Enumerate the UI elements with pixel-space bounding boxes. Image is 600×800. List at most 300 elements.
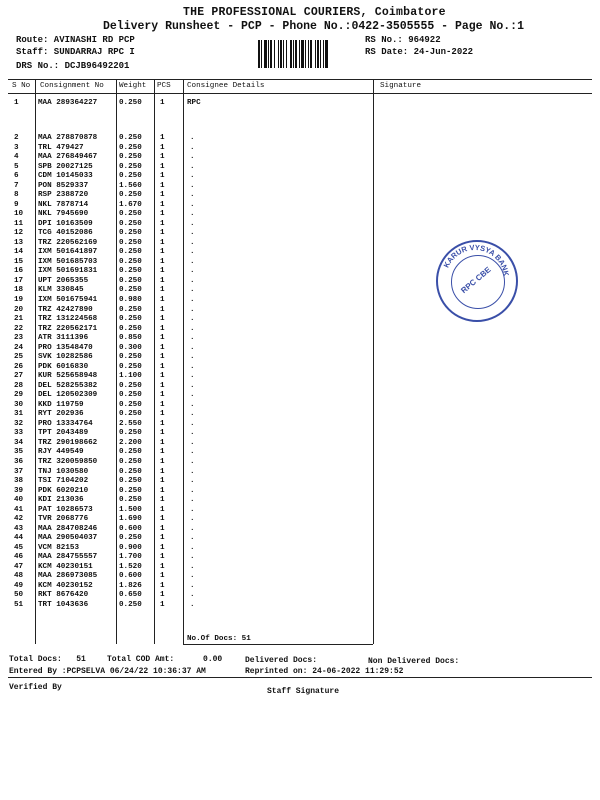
row-sno: 44	[14, 534, 24, 543]
table-row	[0, 201, 600, 209]
row-pcs: 1	[160, 553, 165, 562]
row-consignment: PDK 6020210	[38, 486, 89, 495]
row-consignment: KKD 119759	[38, 400, 84, 409]
row-dot: .	[190, 477, 195, 486]
drs-number: DRS No.: DCJB96492201	[16, 61, 130, 71]
row-weight: 0.250	[119, 496, 142, 505]
row-dot: .	[190, 362, 195, 371]
row-weight: 0.250	[119, 362, 142, 371]
table-row	[0, 601, 600, 609]
row-weight: 0.250	[119, 238, 142, 247]
row-pcs: 1	[160, 248, 165, 257]
row-weight: 0.900	[119, 543, 142, 552]
table-row	[0, 99, 600, 107]
row-pcs: 1	[160, 467, 165, 476]
row-weight: 0.250	[119, 267, 142, 276]
row-pcs: 1	[160, 410, 165, 419]
row-weight: 0.250	[119, 257, 142, 266]
table-row	[0, 534, 600, 542]
row-consignment: DEL 120502309	[38, 391, 98, 400]
row-pcs: 1	[160, 515, 165, 524]
row-weight: 2.550	[119, 419, 142, 428]
rs-date: RS Date: 24-Jun-2022	[365, 47, 474, 57]
row-pcs: 1	[160, 191, 165, 200]
row-consignment: SVK 10282586	[38, 353, 93, 362]
col-signature: Signature	[380, 82, 422, 90]
row-pcs: 1	[160, 562, 165, 571]
row-consignment: ATR 3111396	[38, 334, 89, 343]
table-row	[0, 506, 600, 514]
row-sno: 28	[14, 381, 24, 390]
row-weight: 0.250	[119, 534, 142, 543]
row-pcs: 1	[160, 448, 165, 457]
table-top-rule	[8, 79, 592, 80]
table-row	[0, 325, 600, 333]
row-weight: 1.670	[119, 200, 142, 209]
row-dot: .	[190, 448, 195, 457]
row-weight: 1.520	[119, 562, 142, 571]
row-dot: .	[190, 496, 195, 505]
row-dot: .	[190, 238, 195, 247]
table-row	[0, 410, 600, 418]
row-consignment: NKL 7945690	[38, 210, 89, 219]
staff-signature: Staff Signature	[267, 687, 340, 696]
row-dot: .	[190, 305, 195, 314]
row-dot: .	[190, 324, 195, 333]
bank-stamp	[436, 240, 518, 322]
row-dot: .	[190, 429, 195, 438]
row-consignment: RJY 449549	[38, 448, 84, 457]
row-sno: 33	[14, 429, 24, 438]
row-weight: 0.250	[119, 448, 142, 457]
row-weight: 0.250	[119, 172, 142, 181]
row-sno: 16	[14, 267, 24, 276]
row-sno: 12	[14, 229, 24, 238]
row-consignment: KCM 40230152	[38, 581, 93, 590]
row-pcs: 1	[160, 267, 165, 276]
row-sno: 20	[14, 305, 24, 314]
row-sno: 2	[14, 134, 19, 142]
row-dot: .	[190, 334, 195, 343]
row-weight: 0.600	[119, 572, 142, 581]
row-weight: 1.700	[119, 553, 142, 562]
row-dot: .	[190, 296, 195, 304]
stamp-bank-name: KARUR VYSYA BANK	[441, 242, 511, 277]
row-sno: 42	[14, 515, 24, 524]
route-label: Route: AVINASHI RD PCP	[16, 35, 135, 45]
row-dot: .	[190, 286, 195, 295]
row-dot: .	[190, 438, 195, 447]
table-row	[0, 544, 600, 552]
row-sno: 45	[14, 543, 24, 552]
row-dot: .	[190, 134, 195, 142]
row-sno: 34	[14, 438, 24, 447]
row-sno: 50	[14, 591, 24, 600]
row-consignment: PON 8529337	[38, 181, 89, 190]
row-sno: 25	[14, 353, 24, 362]
table-row	[0, 439, 600, 447]
row-pcs: 1	[160, 343, 165, 352]
row-sno: 1	[14, 99, 19, 107]
row-weight: 0.250	[119, 276, 142, 285]
row-pcs: 1	[160, 419, 165, 428]
row-dot: .	[190, 172, 195, 181]
row-pcs: 1	[160, 591, 165, 600]
row-pcs: 1	[160, 505, 165, 514]
row-dot: .	[190, 200, 195, 209]
table-row	[0, 382, 600, 390]
row-sno: 32	[14, 419, 24, 428]
stamp-center: RPC CBE	[459, 265, 493, 296]
row-sno: 27	[14, 372, 24, 381]
row-pcs: 1	[160, 286, 165, 295]
runsheet-title: Delivery Runsheet - PCP - Phone No.:0422-3505555 - Page No.:1	[103, 20, 524, 33]
row-consignment: KDI 213036	[38, 496, 84, 505]
row-weight: 0.250	[119, 324, 142, 333]
table-row	[0, 420, 600, 428]
row-dot: .	[190, 543, 195, 552]
row-pcs: 1	[160, 315, 165, 324]
row-weight: 1.100	[119, 372, 142, 381]
row-weight: 0.850	[119, 334, 142, 343]
row-pcs: 1	[160, 143, 165, 152]
row-dot: .	[190, 191, 195, 200]
row-consignment: TRZ 42427890	[38, 305, 93, 314]
row-sno: 5	[14, 162, 19, 171]
row-consignment: SPB 20027125	[38, 162, 93, 171]
row-weight: 1.500	[119, 505, 142, 514]
col-weight: Weight	[119, 82, 147, 90]
row-sno: 30	[14, 400, 24, 409]
col-consignment: Consignment No	[40, 82, 104, 90]
row-consignment: TRZ 290198662	[38, 438, 98, 447]
row-consignment: MAA 290504037	[38, 534, 98, 543]
table-row	[0, 448, 600, 456]
table-row	[0, 563, 600, 571]
row-consignment: MAA 289364227	[38, 99, 98, 107]
row-sno: 24	[14, 343, 24, 352]
row-sno: 29	[14, 391, 24, 400]
table-row	[0, 391, 600, 399]
row-dot: .	[190, 562, 195, 571]
row-pcs: 1	[160, 305, 165, 314]
row-consignment: CDM 10145033	[38, 172, 93, 181]
row-dot: .	[190, 600, 195, 609]
no-of-docs: No.Of Docs: 51	[187, 635, 251, 643]
row-pcs: 1	[160, 134, 165, 142]
row-pcs: 1	[160, 381, 165, 390]
row-pcs: 1	[160, 229, 165, 238]
row-sno: 37	[14, 467, 24, 476]
row-pcs: 1	[160, 334, 165, 343]
row-weight: 0.250	[119, 153, 142, 162]
table-row	[0, 372, 600, 380]
table-row	[0, 163, 600, 171]
row-dot: .	[190, 343, 195, 352]
row-weight: 0.250	[119, 600, 142, 609]
row-weight: 0.250	[119, 429, 142, 438]
row-sno: 26	[14, 362, 24, 371]
row-dot: .	[190, 219, 195, 228]
row-consignment: DPI 10163509	[38, 219, 93, 228]
row-pcs: 1	[160, 353, 165, 362]
row-sno: 7	[14, 181, 19, 190]
row-dot: .	[190, 391, 195, 400]
row-consignment: TRT 1043636	[38, 600, 89, 609]
table-row	[0, 191, 600, 199]
table-row	[0, 525, 600, 533]
row-consignment: RKT 8676420	[38, 591, 89, 600]
row-pcs: 1	[160, 276, 165, 285]
row-weight: 0.600	[119, 524, 142, 533]
row-consignment: PAT 10286573	[38, 505, 93, 514]
row-consignment: IXM 501675941	[38, 296, 98, 304]
row-consignment: RSP 2388720	[38, 191, 89, 200]
row-consignment: TRZ 220562171	[38, 324, 98, 333]
table-row	[0, 363, 600, 371]
row-weight: 0.250	[119, 458, 142, 467]
row-dot: .	[190, 400, 195, 409]
table-row	[0, 496, 600, 504]
row-sno: 14	[14, 248, 24, 257]
row-consignment: TSI 7104202	[38, 477, 89, 486]
row-pcs: 1	[160, 391, 165, 400]
row-weight: 0.980	[119, 296, 142, 304]
row-sno: 38	[14, 477, 24, 486]
row-pcs: 1	[160, 496, 165, 505]
row-pcs: 1	[160, 477, 165, 486]
row-sno: 36	[14, 458, 24, 467]
row-consignment: KUR 525658948	[38, 372, 98, 381]
col-pcs: PCS	[157, 82, 171, 90]
row-dot: .	[190, 486, 195, 495]
row-sno: 3	[14, 143, 19, 152]
row-dot: .	[190, 410, 195, 419]
row-weight: 0.250	[119, 219, 142, 228]
row-consignment: UPT 2065355	[38, 276, 89, 285]
company-name: THE PROFESSIONAL COURIERS, Coimbatore	[183, 6, 446, 19]
row-dot: .	[190, 467, 195, 476]
row-consignment: TVR 2068776	[38, 515, 89, 524]
row-weight: 0.250	[119, 229, 142, 238]
row-weight: 0.250	[119, 210, 142, 219]
row-consignment: IXM 501691831	[38, 267, 98, 276]
row-consignment: MAA 284708246	[38, 524, 98, 533]
row-consignment: DEL 528255382	[38, 381, 98, 390]
row-dot: .	[190, 524, 195, 533]
row-dot: .	[190, 353, 195, 362]
table-row	[0, 144, 600, 152]
row-pcs: 1	[160, 400, 165, 409]
row-consignment: TRL 479427	[38, 143, 84, 152]
table-row	[0, 487, 600, 495]
row-pcs: 1	[160, 99, 165, 107]
row-consignment: TRZ 131224568	[38, 315, 98, 324]
row-pcs: 1	[160, 458, 165, 467]
row-pcs: 1	[160, 524, 165, 533]
row-pcs: 1	[160, 172, 165, 181]
row-consignment: PRO 13334764	[38, 419, 93, 428]
row-weight: 0.300	[119, 343, 142, 352]
row-weight: 0.250	[119, 143, 142, 152]
table-row	[0, 134, 600, 142]
svg-text:KARUR VYSYA BANK	[442, 243, 511, 277]
row-weight: 0.250	[119, 381, 142, 390]
row-consignment: RYT 202936	[38, 410, 84, 419]
header-rule	[8, 93, 592, 94]
row-dot: .	[190, 162, 195, 171]
row-weight: 0.250	[119, 305, 142, 314]
row-consignment: TRZ 320059850	[38, 458, 98, 467]
barcode-bar	[328, 40, 330, 68]
row-pcs: 1	[160, 153, 165, 162]
row-weight: 0.250	[119, 315, 142, 324]
row-sno: 46	[14, 553, 24, 562]
table-row	[0, 344, 600, 352]
row-weight: 0.250	[119, 486, 142, 495]
row-dot: .	[190, 553, 195, 562]
row-dot: .	[190, 210, 195, 219]
entered-by: Entered By :PCPSELVA 06/24/22 10:36:37 AM	[9, 667, 206, 676]
row-dot: .	[190, 419, 195, 428]
row-pcs: 1	[160, 324, 165, 333]
row-pcs: 1	[160, 210, 165, 219]
row-weight: 0.250	[119, 162, 142, 171]
stamp-text	[436, 240, 514, 318]
row-sno: 21	[14, 315, 24, 324]
row-sno: 22	[14, 324, 24, 333]
row-pcs: 1	[160, 543, 165, 552]
row-sno: 51	[14, 600, 24, 609]
row-pcs: 1	[160, 181, 165, 190]
row-weight: 0.250	[119, 410, 142, 419]
row-pcs: 1	[160, 534, 165, 543]
row-weight: 0.250	[119, 191, 142, 200]
row-sno: 4	[14, 153, 19, 162]
row-pcs: 1	[160, 257, 165, 266]
row-consignment: IXM 501685703	[38, 257, 98, 266]
row-weight: 0.250	[119, 248, 142, 257]
table-row	[0, 172, 600, 180]
row-consignment: TNJ 1030580	[38, 467, 89, 476]
row-dot: .	[190, 515, 195, 524]
row-pcs: 1	[160, 219, 165, 228]
row-dot: .	[190, 181, 195, 190]
row-consignment: NKL 7878714	[38, 200, 89, 209]
table-row	[0, 182, 600, 190]
row-sno: 15	[14, 257, 24, 266]
row-sno: 9	[14, 200, 19, 209]
row-weight: 0.250	[119, 99, 142, 107]
row-pcs: 1	[160, 600, 165, 609]
total-cod: Total COD Amt: 0.00	[107, 655, 223, 664]
table-row	[0, 334, 600, 342]
docs-rule	[183, 644, 373, 645]
delivered-docs: Delivered Docs:	[245, 656, 318, 665]
row-consignment: TCG 40152086	[38, 229, 93, 238]
row-weight: 0.250	[119, 467, 142, 476]
row-sno: 40	[14, 496, 24, 505]
row-dot: .	[190, 381, 195, 390]
row-sno: 39	[14, 486, 24, 495]
table-bottom-rule	[8, 677, 592, 678]
row-details: RPC	[187, 99, 201, 107]
row-dot: .	[190, 229, 195, 238]
row-consignment: TRZ 220562169	[38, 238, 98, 247]
row-pcs: 1	[160, 372, 165, 381]
row-weight: 0.250	[119, 353, 142, 362]
row-pcs: 1	[160, 429, 165, 438]
row-pcs: 1	[160, 362, 165, 371]
row-sno: 47	[14, 562, 24, 571]
row-weight: 0.250	[119, 477, 142, 486]
table-row	[0, 515, 600, 523]
total-docs: Total Docs: 51	[9, 655, 86, 664]
staff-label: Staff: SUNDARRAJ RPC I	[16, 47, 135, 57]
row-pcs: 1	[160, 438, 165, 447]
table-row	[0, 458, 600, 466]
row-consignment: MAA 276849467	[38, 153, 98, 162]
row-dot: .	[190, 458, 195, 467]
row-sno: 6	[14, 172, 19, 181]
row-sno: 43	[14, 524, 24, 533]
row-sno: 48	[14, 572, 24, 581]
row-weight: 0.250	[119, 134, 142, 142]
reprinted-on: Reprinted on: 24-06-2022 11:29:52	[245, 667, 404, 676]
row-dot: .	[190, 315, 195, 324]
row-dot: .	[190, 581, 195, 590]
table-row	[0, 582, 600, 590]
row-weight: 2.200	[119, 438, 142, 447]
row-pcs: 1	[160, 162, 165, 171]
col-consignee: Consignee Details	[187, 82, 265, 90]
row-sno: 11	[14, 219, 24, 228]
row-sno: 13	[14, 238, 24, 247]
row-weight: 1.690	[119, 515, 142, 524]
row-dot: .	[190, 505, 195, 514]
table-row	[0, 401, 600, 409]
row-dot: .	[190, 572, 195, 581]
row-pcs: 1	[160, 572, 165, 581]
table-row	[0, 353, 600, 361]
row-consignment: MAA 278870878	[38, 134, 98, 142]
row-sno: 41	[14, 505, 24, 514]
row-sno: 19	[14, 296, 24, 304]
row-sno: 17	[14, 276, 24, 285]
row-consignment: TPT 2043489	[38, 429, 89, 438]
row-sno: 49	[14, 581, 24, 590]
row-consignment: PRO 13548470	[38, 343, 93, 352]
table-row	[0, 477, 600, 485]
table-row	[0, 153, 600, 161]
row-pcs: 1	[160, 581, 165, 590]
row-dot: .	[190, 153, 195, 162]
row-weight: 0.250	[119, 391, 142, 400]
table-row	[0, 220, 600, 228]
table-row	[0, 468, 600, 476]
barcode	[258, 40, 362, 68]
row-sno: 31	[14, 410, 24, 419]
verified-by: Verified By	[9, 683, 62, 692]
table-row	[0, 210, 600, 218]
row-weight: 0.250	[119, 286, 142, 295]
row-consignment: PDK 6016830	[38, 362, 89, 371]
row-consignment: MAA 286973085	[38, 572, 98, 581]
row-sno: 23	[14, 334, 24, 343]
row-weight: 1.560	[119, 181, 142, 190]
row-pcs: 1	[160, 296, 165, 304]
row-consignment: KLM 330845	[38, 286, 84, 295]
